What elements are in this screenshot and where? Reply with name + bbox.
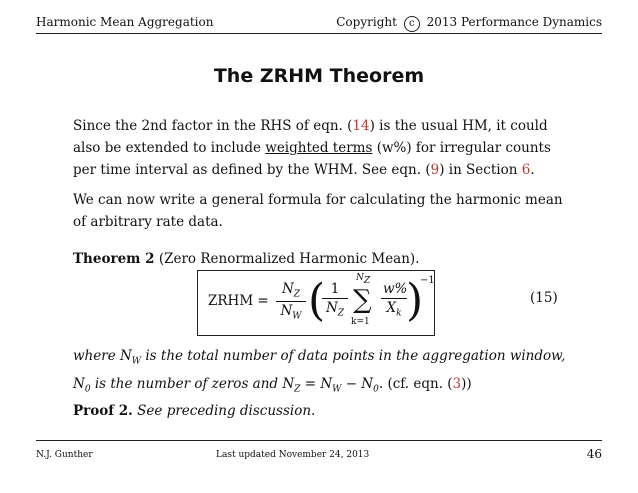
p3-t2: is the total number of data points in the aggregation window, N: [73, 348, 566, 392]
right-paren: ): [406, 275, 424, 326]
header-title: Harmonic Mean Aggregation: [36, 15, 214, 29]
equation-lhs: ZRHM =: [208, 293, 269, 309]
slide-header: [36, 15, 602, 33]
eqn-ref-9[interactable]: 9: [430, 162, 440, 178]
theorem-heading: [73, 248, 573, 270]
p3-s2: 0: [84, 384, 91, 395]
para1-text-4: ) in Section: [439, 162, 522, 178]
eqn-ref-3[interactable]: 3: [452, 375, 462, 392]
p3-s5: 0: [373, 384, 379, 395]
p3-t1: where N: [73, 348, 132, 364]
proof-line: [73, 400, 573, 422]
equation-exponent: −1: [420, 275, 435, 286]
sum-upper-sub: Z: [363, 275, 371, 286]
equation-number: (15): [530, 290, 558, 306]
para1-text-3: (w%) for irregular counts per time interval as defined by the WHM. See eqn. (: [73, 140, 551, 178]
copyright-label: Copyright: [336, 15, 397, 29]
paragraph-3: [73, 345, 573, 400]
frac1-den-sub: W: [292, 311, 302, 322]
para1-text-1: Since the 2nd factor in the RHS of eqn. (: [73, 118, 353, 134]
p3-t5: − N: [341, 375, 374, 392]
theorem-label: Theorem 2: [73, 251, 155, 267]
sum-upper: N: [356, 273, 364, 283]
frac3-num: w%: [383, 281, 408, 297]
left-paren: (: [308, 275, 326, 326]
footer-author: N.J. Gunther: [36, 450, 93, 460]
eqn-ref-14[interactable]: 14: [352, 118, 370, 134]
theorem-name: (Zero Renormalized Harmonic Mean).: [158, 251, 420, 267]
p3-t6: . (cf. eqn. (: [378, 375, 453, 392]
header-rule: [36, 33, 602, 34]
copyright-holder: 2013 Performance Dynamics: [426, 15, 602, 29]
frac1-den: N: [280, 302, 293, 319]
p3-s3: Z: [294, 384, 301, 395]
weighted-terms-text: weighted terms: [265, 140, 373, 156]
frac2-den-sub: Z: [337, 308, 345, 319]
p3-t3: is the number of zeros and N: [90, 375, 295, 392]
frac3-den-sub: k: [396, 308, 402, 319]
fraction-w-xk: [381, 281, 407, 319]
paragraph-2: We can now write a general formula for calculating the harmonic mean of arbitrary rate data.: [73, 192, 563, 230]
p3-t7: )): [461, 375, 472, 392]
paragraph-1: [73, 115, 573, 181]
sum-upper-limit: [356, 273, 370, 286]
footer-updated: Last updated November 24, 2013: [216, 450, 370, 460]
para1-text-2: ) is the usual HM, it could also be extended to include: [73, 118, 548, 156]
p3-s4: W: [332, 384, 342, 395]
frac1-num-sub: Z: [293, 289, 301, 300]
sum-lower-limit: k=1: [351, 317, 370, 327]
fraction-1-nz: [322, 281, 348, 319]
para1-text-5: .: [530, 162, 535, 178]
page-number: 46: [586, 447, 602, 461]
frac1-num: N: [281, 281, 294, 297]
frac2-den: N: [325, 300, 338, 316]
frac2-num: 1: [330, 281, 340, 297]
footer-rule: [36, 440, 602, 441]
equation-box: [197, 270, 435, 336]
copyright-icon: c: [404, 16, 420, 32]
summation-symbol: ∑: [353, 285, 372, 315]
frac3-den: X: [386, 300, 397, 316]
header-copyright: [336, 15, 602, 32]
proof-text: See preceding discussion.: [137, 403, 316, 419]
section-ref-6[interactable]: 6: [521, 162, 531, 178]
proof-label: Proof 2.: [73, 403, 133, 419]
slide-title: The ZRHM Theorem: [213, 65, 425, 87]
p3-s1: W: [131, 356, 142, 367]
p3-t4: = N: [300, 375, 333, 392]
fraction-nz-nw: [276, 281, 306, 321]
